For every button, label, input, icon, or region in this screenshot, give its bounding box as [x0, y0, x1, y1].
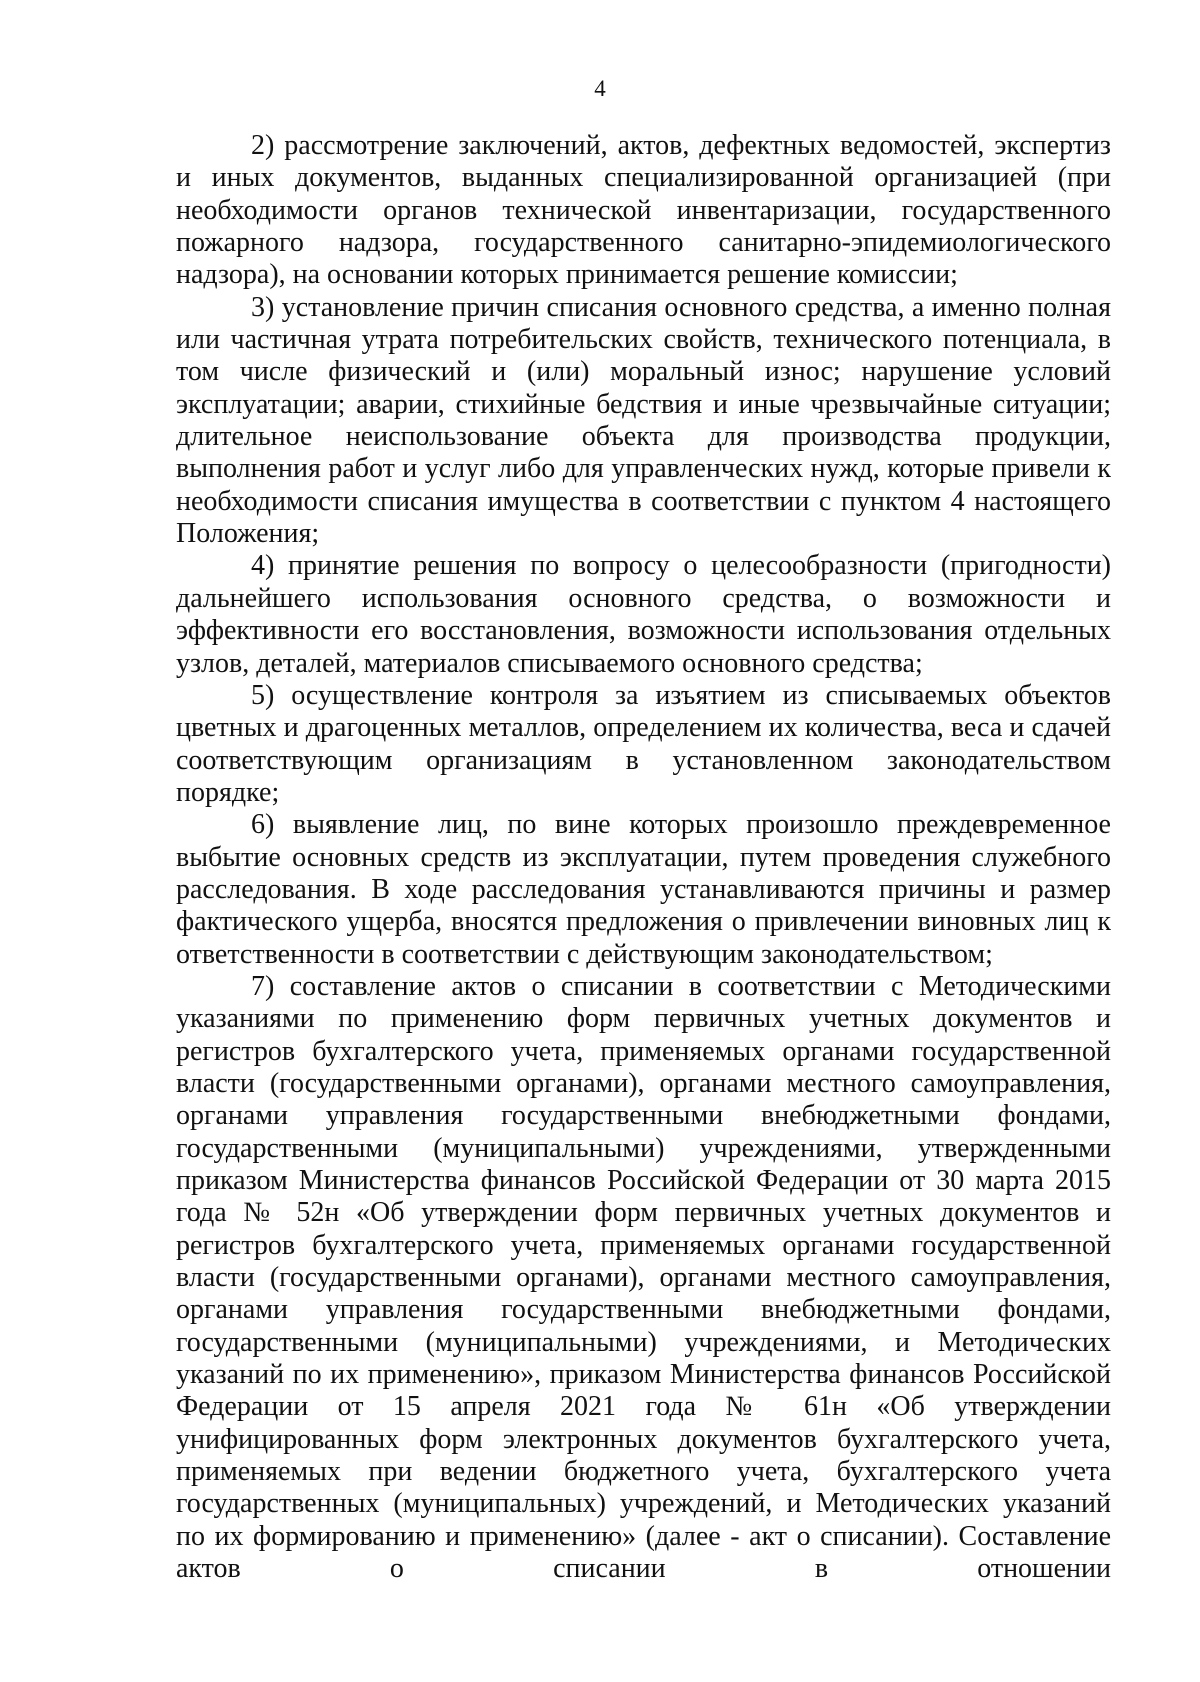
paragraph-item-4: 4) принятие решения по вопросу о целесообразности (пригодности) дальнейшего использования основного средства, о возможности и эффективности его восстановления, возможности использования отдельных узлов, деталей, материалов списываемого основного средства;: [176, 550, 1111, 679]
page-number: 4: [594, 76, 606, 101]
document-body: [176, 130, 1111, 1585]
paragraph-item-7: 7) составление актов о списании в соответствии с Методическими указаниями по применению форм первичных учетных документов и регистров бухгалтерского учета, применяемых органами государственной власти (государственными органами), органами местного самоуправления, органами управления государственными внебюджетными фондами, государственными (муниципальными) учреждениями, утвержденными приказом Министерства финансов Российской Федерации от 30 марта 2015 года № 52н «Об утверждении форм первичных учетных документов и регистров бухгалтерского учета, применяемых органами государственной власти (государственными органами), органами местного самоуправления, органами управления государственными внебюджетными фондами, государственными (муниципальными) учреждениями, и Методических указаний по их применению», приказом Министерства финансов Российской Федерации от 15 апреля 2021 года № 61н «Об утверждении унифицированных форм электронных документов бухгалтерского учета, применяемых при ведении бюджетного учета, бухгалтерского учета государственных (муниципальных) учреждений, и Методических указаний по их формированию и применению» (далее - акт о списании). Составление актов о списании в отношении: [176, 970, 1111, 1585]
paragraph-item-3: 3) установление причин списания основного средства, а именно полная или частичная утрата потребительских свойств, технического потенциала, в том числе физический и (или) моральный износ; нарушение условий эксплуатации; аварии, стихийные бедствия и иные чрезвычайные ситуации; длительное неиспользование объекта для производства продукции, выполнения работ и услуг либо для управленческих нужд, которые привели к необходимости списания имущества в соответствии с пунктом 4 настоящего Положения;: [176, 291, 1111, 550]
paragraph-item-6: 6) выявление лиц, по вине которых произошло преждевременное выбытие основных средств из эксплуатации, путем проведения служебного расследования. В ходе расследования устанавливаются причины и размер фактического ущерба, вносятся предложения о привлечении виновных лиц к ответственности в соответствии с действующим законодательством;: [176, 809, 1111, 970]
paragraph-item-2: 2) рассмотрение заключений, актов, дефектных ведомостей, экспертиз и иных документов, выданных специализированной организацией (при необходимости органов технической инвентаризации, государственного пожарного надзора, государственного санитарно-эпидемиологического надзора), на основании которых принимается решение комиссии;: [176, 130, 1111, 291]
paragraph-item-5: 5) осуществление контроля за изъятием из списываемых объектов цветных и драгоценных металлов, определением их количества, веса и сдачей соответствующим организациям в установленном законодательством порядке;: [176, 679, 1111, 808]
